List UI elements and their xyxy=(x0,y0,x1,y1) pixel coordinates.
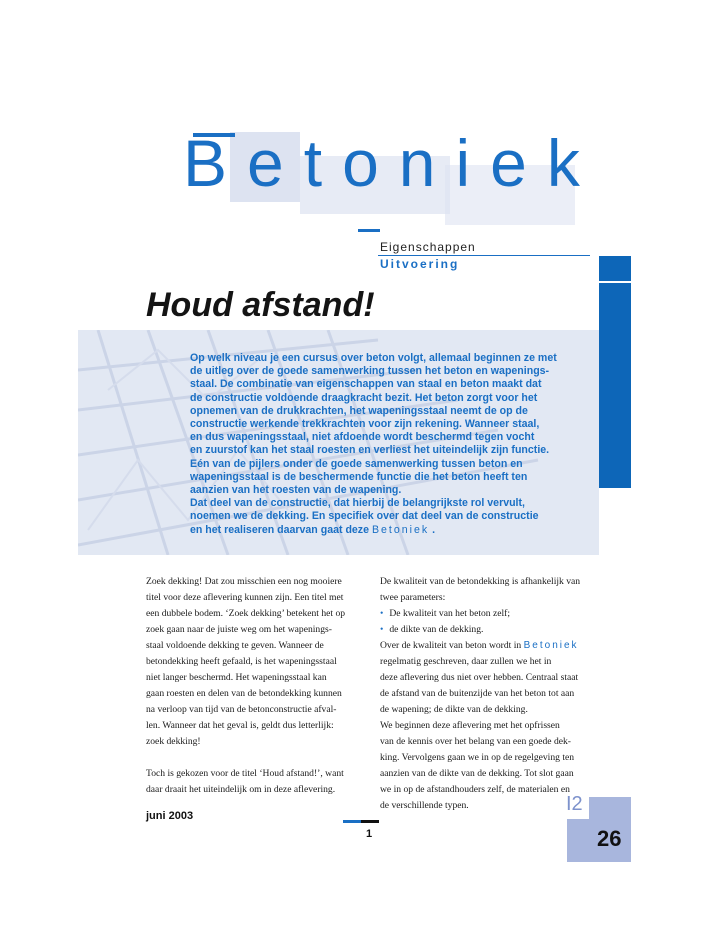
body-line: van de kennis over het belang van een goede dek- xyxy=(380,736,571,747)
brand-prefix: Over de kwaliteit van beton wordt in xyxy=(380,640,522,651)
intro-line: Op welk niveau je een cursus over beton volgt, allemaal beginnen ze met xyxy=(190,352,557,364)
intro-end: . xyxy=(432,523,436,536)
intro-text xyxy=(190,352,590,537)
article-title: Houd afstand! xyxy=(146,286,375,324)
body-line: de verschillende typen. xyxy=(380,800,469,811)
intro-brand: Betoniek xyxy=(371,523,430,536)
intro-line: constructie werkende trekkrachten voor zijn rekening. Wanneer staal, xyxy=(190,418,540,431)
footer-date: juni 2003 xyxy=(146,810,194,822)
masthead-title: Betoniek xyxy=(183,126,600,200)
body-line: de afstand van de buitenzijde van het beton tot aan xyxy=(380,688,575,699)
body-line: deze aflevering dus niet over hebben. Centraal staat xyxy=(380,672,579,683)
intro-line: en dus wapeningsstaal, niet afdoende wordt beschermd tegen vocht xyxy=(190,431,535,444)
body-line: twee parameters: xyxy=(380,592,446,603)
side-bar-tick xyxy=(599,281,631,283)
body-line: na verloop van tijd van de betonconstructie afval- xyxy=(146,704,337,715)
intro-line: de constructie voldoende draagkracht bezit. Het beton zorgt voor het xyxy=(190,391,538,404)
side-accent-bar xyxy=(599,256,631,488)
body-line: Zoek dekking! Dat zou misschien een nog mooiere xyxy=(146,576,342,587)
body-line: de wapening; de dikte van de dekking. xyxy=(380,704,528,715)
intro-line: de uitleg over de goede samenwerking tussen het beton en wapenings- xyxy=(190,365,550,378)
intro-line: wapeningsstaal is de beschermende functie die het beton heeft ten xyxy=(190,470,528,483)
body-line xyxy=(380,638,602,654)
body-line: Toch is gekozen voor de titel ‘Houd afstand!’, want xyxy=(146,768,344,779)
body-line: gaan roesten en delen van de betondekking kunnen xyxy=(146,688,342,699)
section-rule xyxy=(378,255,590,256)
body-line: zoek gaan naar de juiste weg om het wapenings- xyxy=(146,624,332,635)
body-line: staal voldoende dekking te geven. Wanneer de xyxy=(146,640,324,651)
body-line: we in op de afstandhouders zelf, de materialen en xyxy=(380,784,570,795)
intro-line: noemen we de dekking. En specifiek over dat deel van de constructie xyxy=(190,510,539,523)
footer-accent-black xyxy=(361,820,379,823)
body-line: daar draait het uiteindelijk om in deze aflevering. xyxy=(146,784,336,795)
intro-last-text: en het realiseren daarvan gaat deze xyxy=(190,523,369,536)
intro-line: aanzien van het roesten van de wapening. xyxy=(190,484,402,497)
body-column-right xyxy=(380,574,602,814)
section-label: Eigenschappen xyxy=(380,240,476,254)
paragraph-gap xyxy=(146,750,368,766)
body-line: regelmatig geschreven, daar zullen we het in xyxy=(380,656,552,667)
intro-line: Eén van de pijlers onder de goede samenwerking tussen beton en xyxy=(190,457,523,470)
body-column-left xyxy=(146,574,368,798)
intro-line: en zuurstof kan het staal roesten en verliest het uiteindelijk zijn functie. xyxy=(190,444,550,457)
footer-accent-blue xyxy=(343,820,361,823)
body-line: niet langer beschermd. Het wapeningsstaal kan xyxy=(146,672,327,683)
intro-line: opnemen van de drukkrachten, het wapeningsstaal neemt de op de xyxy=(190,404,528,417)
intro-line: Dat deel van de constructie, dat hierbij de belangrijkste rol vervult, xyxy=(190,497,525,510)
page-number: 1 xyxy=(366,828,373,840)
bullet-item: • De kwaliteit van het beton zelf; xyxy=(380,606,602,622)
bullet-item: • de dikte van de dekking. xyxy=(380,622,602,638)
issue-number: 26 xyxy=(597,826,622,851)
body-line: We beginnen deze aflevering met het opfrissen xyxy=(380,720,560,731)
body-line: een dubbele bodem. ‘Zoek dekking’ betekent het op xyxy=(146,608,346,619)
body-line: betondekking heeft gefaald, is het wapeningsstaal xyxy=(146,656,337,667)
body-line: titel voor deze aflevering kunnen zijn. Een titel met xyxy=(146,592,344,603)
section-sublabel: Uitvoering xyxy=(380,257,460,271)
body-line: len. Wanneer dat het geval is, geldt dus letterlijk: xyxy=(146,720,334,731)
section-accent-dash xyxy=(358,229,380,232)
body-brand: Betoniek xyxy=(523,640,579,651)
body-line: De kwaliteit van de betondekking is afhankelijk van xyxy=(380,576,581,587)
body-line: king. Vervolgens gaan we in op de regelgeving ten xyxy=(380,752,575,763)
issue-code: I2 xyxy=(566,793,583,815)
intro-line xyxy=(190,524,590,537)
body-line: zoek dekking! xyxy=(146,736,201,747)
intro-line: staal. De combinatie van eigenschappen van staal en beton maakt dat xyxy=(190,378,542,391)
body-line: aanzien van de dikte van de dekking. Tot slot gaan xyxy=(380,768,574,779)
